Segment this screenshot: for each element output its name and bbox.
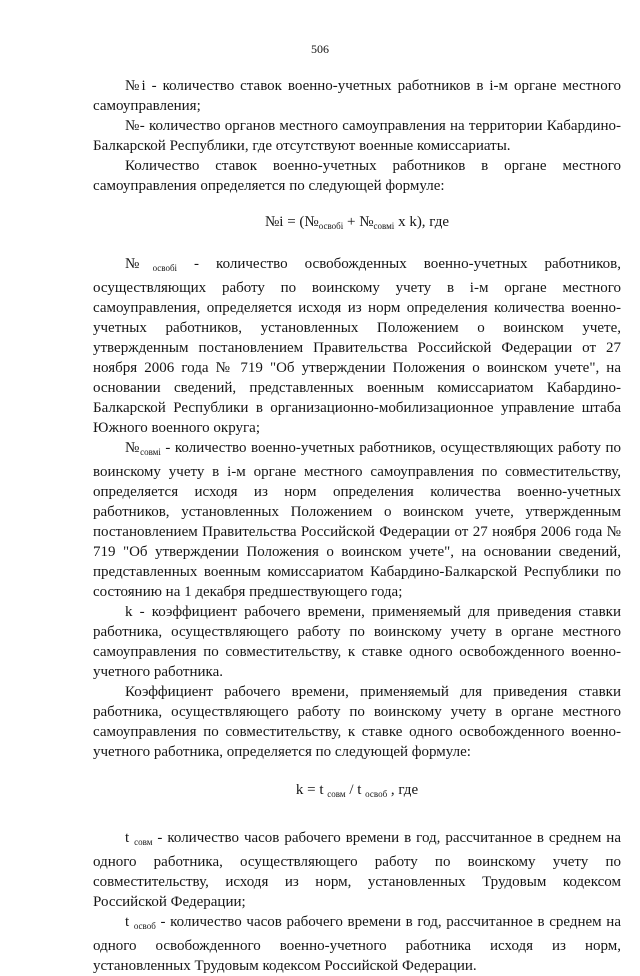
definition-t-osvob: t $_{освоб}$ - количество часов рабочего времени в год, рассчитанное в среднем на одного освобожденного военно-учетного работника исходя из норм, установленных Трудовым кодексом Российской Федерации. <box>93 914 621 974</box>
definition-t-sovm: t $_{совм}$ - количество часов рабочего времени в год, рассчитанное в среднем на одного работника, осуществляющего работу по воинскому учету по совместительству, исходя из норм, установленных Трудовым кодексом Российской Федерации; <box>93 830 621 910</box>
paragraph-n-count: №- количество органов местного самоуправления на территории Кабардино-Балкарской Республики, где отсутствуют военные комиссариаты. <box>93 118 621 154</box>
formula-staff: №i = ($№_{освобi}$ + $№_{совмi}$ x k), где <box>264 214 450 231</box>
paragraph-n-i: №i - количество ставок военно-учетных работников в i-м органе местного самоуправления; <box>93 78 621 114</box>
definition-sovm: $№_{совмi}$ - количество военно-учетных работников, осуществляющих работу по воинскому учету в i-м органе местного самоуправления по совместительству, определяется исходя из норм определения количества военно-учетных работников, установленных Положением о воинском учете, утвержденным постановлением Правительства Российской Федерации от 27 ноября 2006 года № 719 "Об утверждении Положения о воинском учете", на основании сведений, представленных военным комиссариатом Кабардино-Балкарской Республики по состоянию на 1 декабря предшествующего года; <box>93 440 621 600</box>
paragraph-coefficient: Коэффициент рабочего времени, применяемый для приведения ставки работника, осуществляющего работу по воинскому учету в органе местного самоуправления по совместительству, к ставке одного освобожденного военно-учетного работника, определяется по следующей формуле: <box>93 684 621 760</box>
definition-k: k - коэффициент рабочего времени, применяемый для приведения ставки работника, осуществляющего работу по воинскому учету в органе местного самоуправления по совместительству, к ставке одного освобожденного военно-учетного работника. <box>93 604 621 680</box>
page-number: 506 <box>311 42 329 56</box>
paragraph-formula-intro: Количество ставок военно-учетных работников в органе местного самоуправления определяется по следующей формуле: <box>93 158 621 194</box>
formula-coefficient: k = t $_{совм}$ / t $_{освоб}$ , где <box>295 782 419 799</box>
document-body <box>93 76 621 976</box>
definition-osvob: $№_{освобi}$ - количество освобожденных военно-учетных работников, осуществляющих работу по воинскому учету в i-м органе местного самоуправления, определяется исходя из норм определения количества военно-учетных работников, установленных Положением о воинском учете, утвержденным постановлением Правительства Российской Федерации от 27 ноября 2006 года № 719 "Об утверждении Положения о воинском учете", на основании сведений, представленных военным комиссариатом Кабардино-Балкарской Республики в организационно-мобилизационное управление штаба Южного военного округа; <box>93 256 622 436</box>
